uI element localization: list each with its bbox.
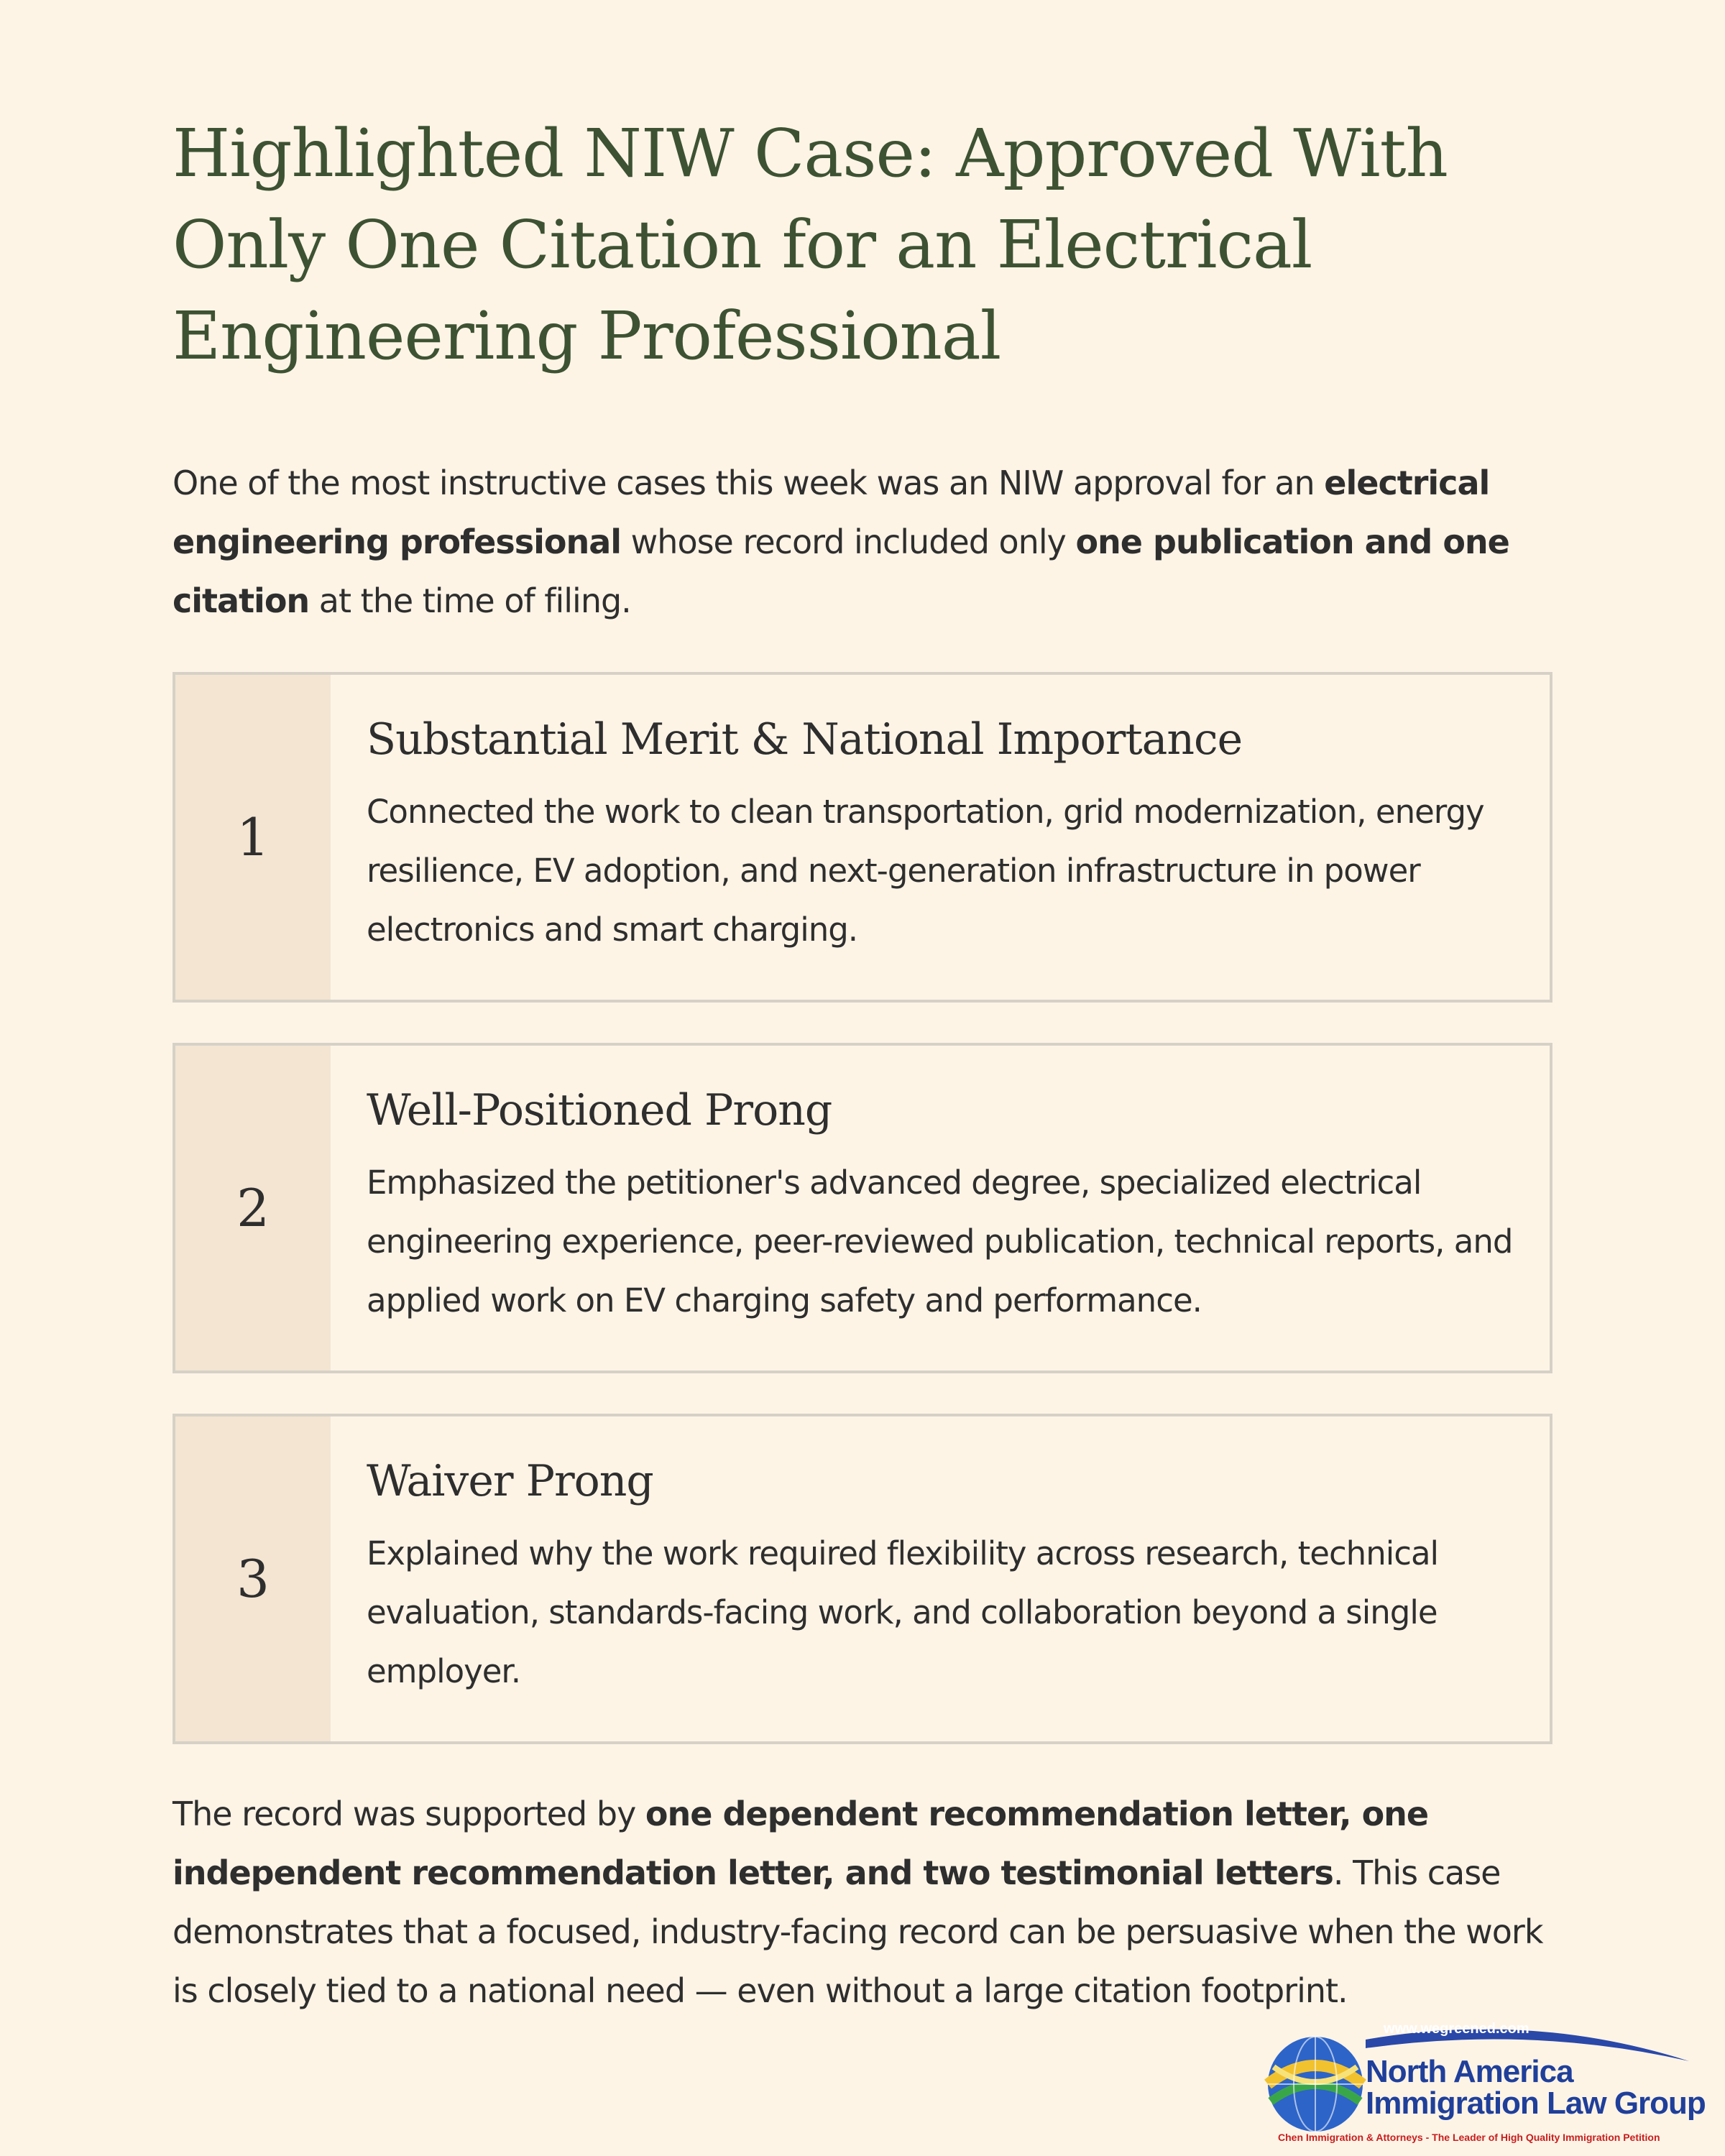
prong-card-3	[172, 1414, 1552, 1744]
page-title: Highlighted NIW Case: Approved With Only One Citation for an Electrical Engineering Professional	[172, 115, 1448, 374]
card-text: Emphasized the petitioner's advanced degree, specialized electrical engineering experience, peer-reviewed publication, technical reports, and applied work on EV charging safety and performance.	[367, 1164, 1513, 1319]
card-title: Waiver Prong	[367, 1456, 653, 1506]
article	[172, 108, 1552, 2053]
card-body	[331, 1416, 1550, 1741]
prong-card-2	[172, 1043, 1552, 1373]
firm-logo	[1258, 2018, 1711, 2151]
closing-text-1: The record was supported by	[172, 1795, 645, 1833]
intro-paragraph	[172, 453, 1552, 630]
logo-name-line-2: Immigration Law Group	[1366, 2086, 1706, 2121]
logo-name-line-1: North America	[1366, 2054, 1573, 2089]
card-number: 1	[175, 675, 331, 1000]
card-text: Explained why the work required flexibility across research, technical evaluation, standards-facing work, and collaboration beyond a single employer.	[367, 1534, 1439, 1690]
card-number: 2	[175, 1046, 331, 1370]
card-body	[331, 675, 1550, 1000]
logo-url: www.wegreened.com	[1384, 2021, 1530, 2037]
logo-tagline: Chen Immigration & Attorneys - The Leader of High Quality Immigration Petition	[1278, 2132, 1660, 2143]
closing-text-2: . This case demonstrates that a focused, industry-facing record can be persuasive when the work is closely tied to a national need — even without a large citation footprint.	[172, 1853, 1543, 2010]
intro-text-3: at the time of filing.	[309, 581, 631, 620]
closing-bold-1: one dependent recommendation letter, one independent recommendation letter, and two testimonial letters	[172, 1795, 1429, 1892]
intro-text-1: One of the most instructive cases this week was an NIW approval for an	[172, 464, 1325, 502]
card-text: Connected the work to clean transportation, grid modernization, energy resilience, EV adoption, and next-generation infrastructure in power electronics and smart charging.	[367, 793, 1484, 949]
intro-bold-1: electrical engineering professional	[172, 464, 1490, 561]
closing-paragraph	[172, 1784, 1552, 2020]
prong-cards	[172, 672, 1552, 1744]
prong-card-1	[172, 672, 1552, 1003]
card-body	[331, 1046, 1550, 1370]
intro-bold-2: one publication and one citation	[172, 522, 1509, 620]
card-title: Substantial Merit & National Importance	[367, 714, 1243, 765]
card-number: 3	[175, 1416, 331, 1741]
card-title: Well-Positioned Prong	[367, 1085, 832, 1135]
intro-text-2: whose record included only	[621, 522, 1076, 561]
